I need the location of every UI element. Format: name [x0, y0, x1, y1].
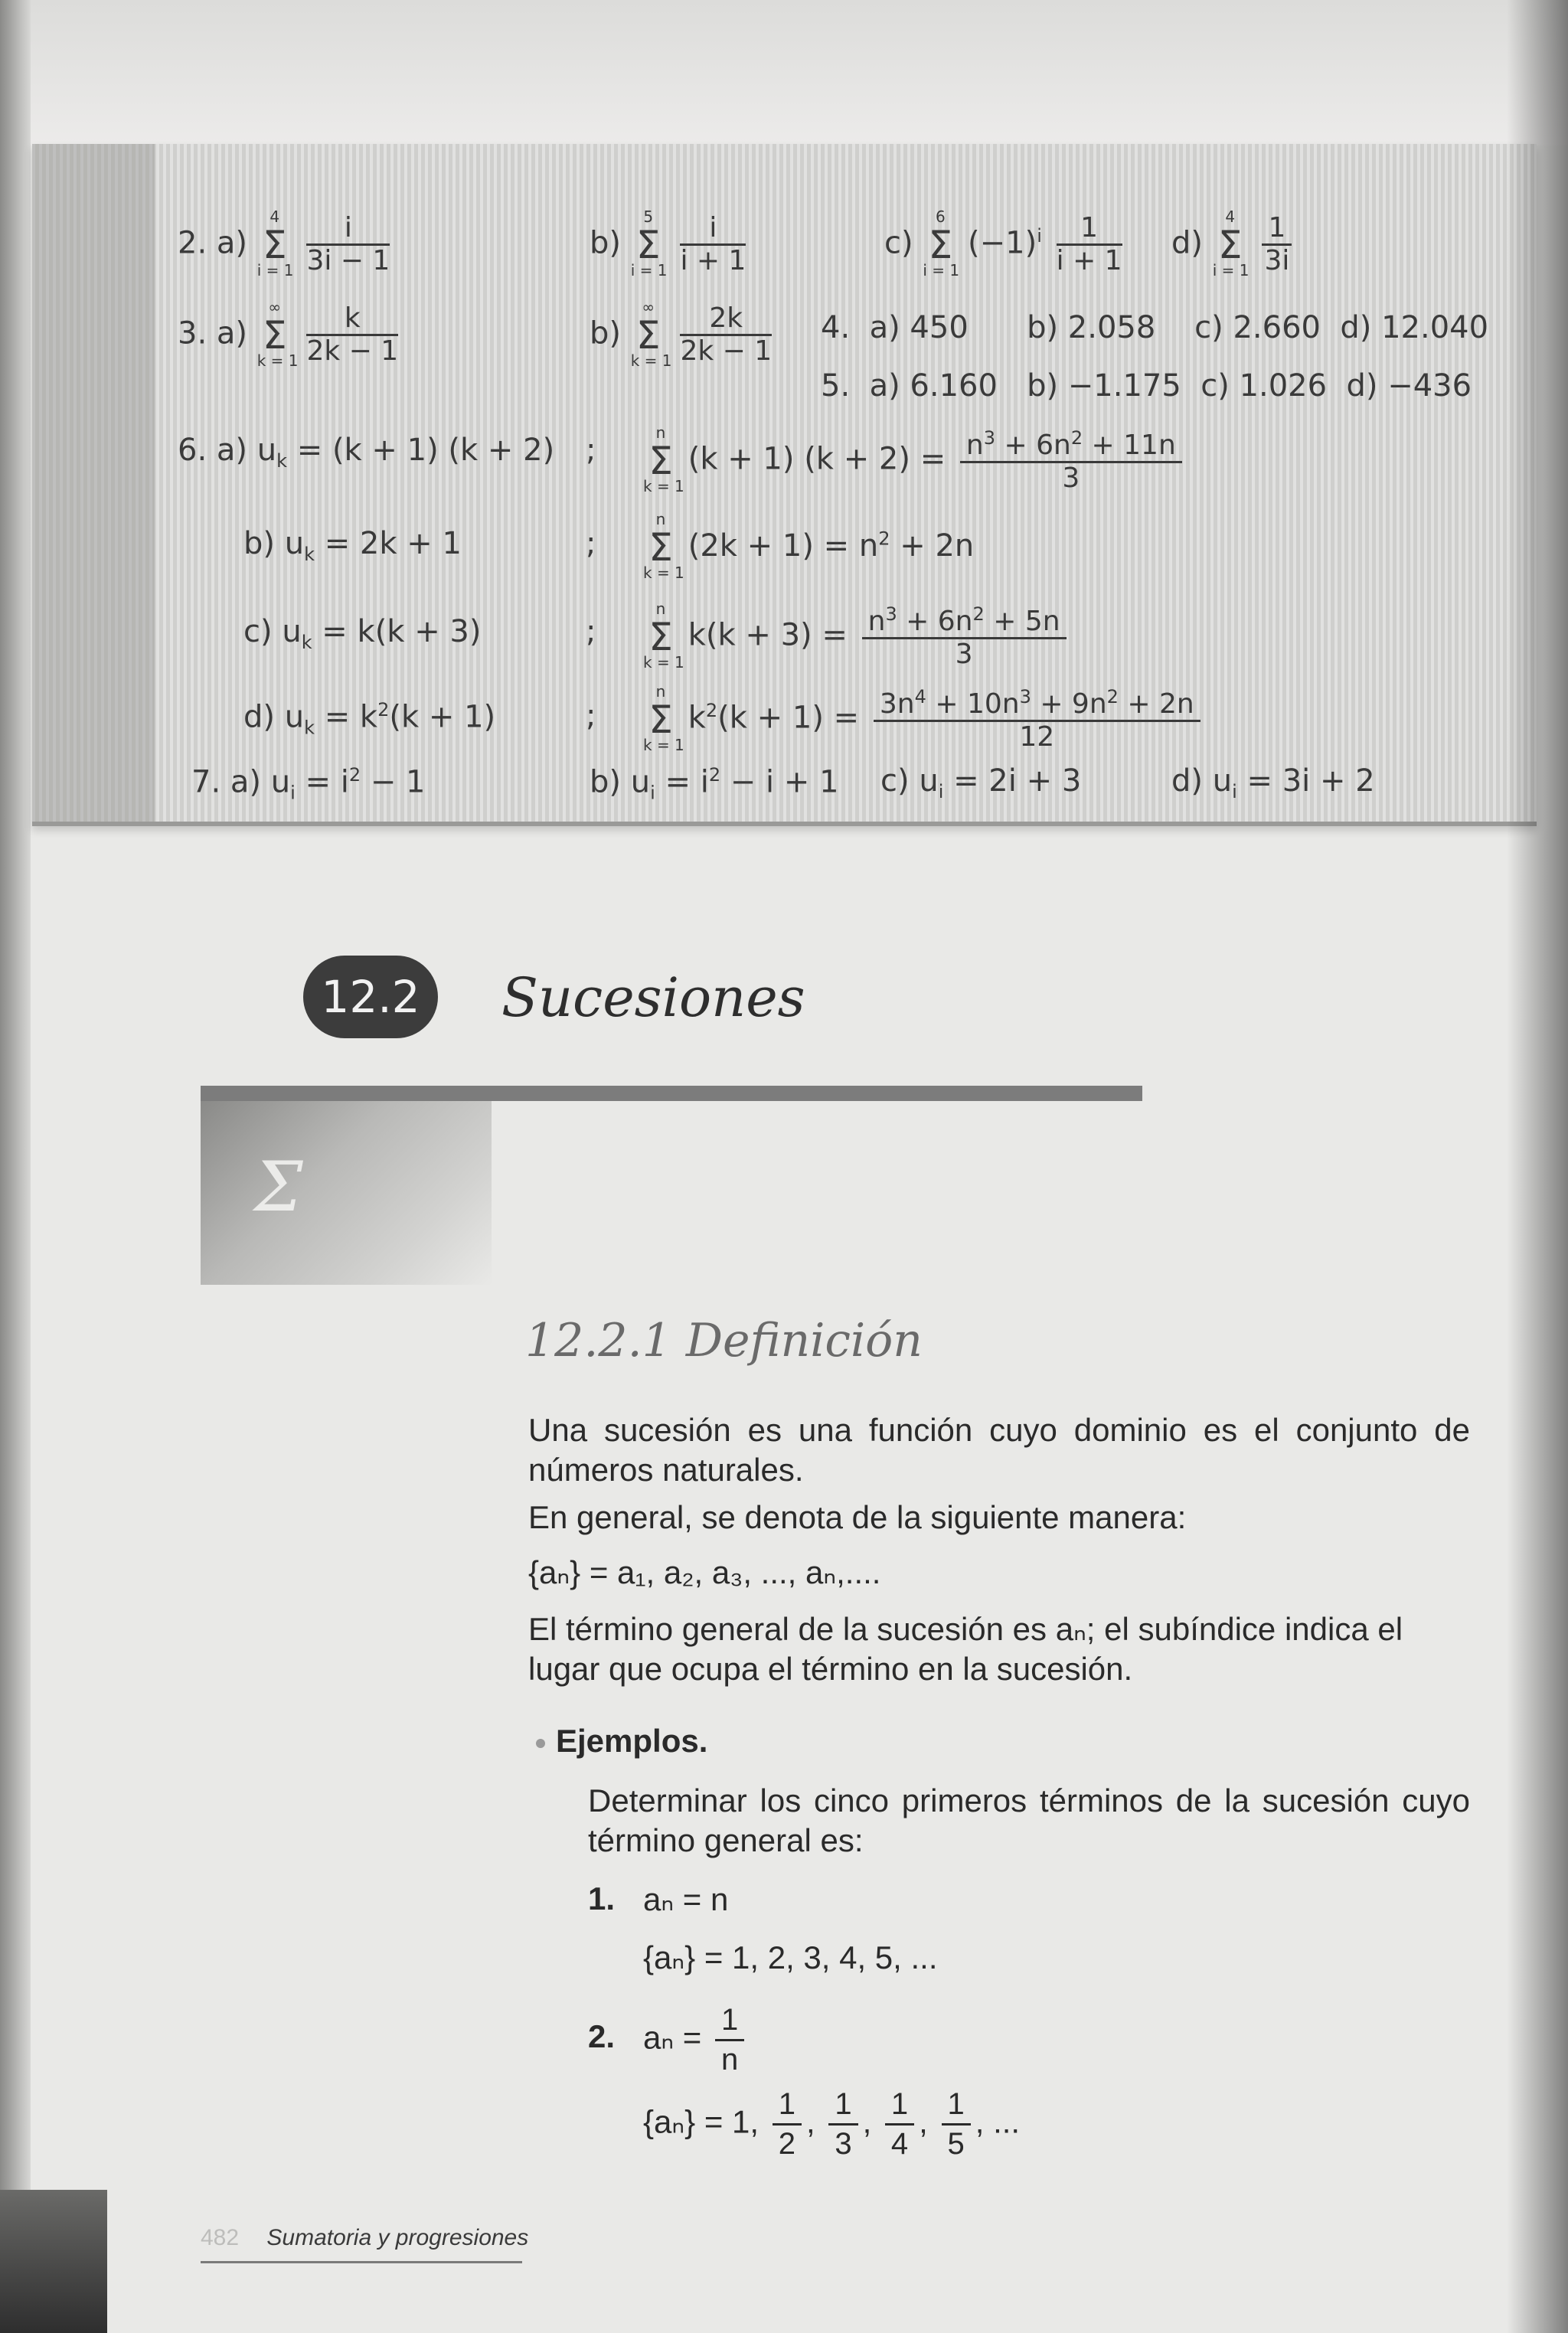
fraction: $\frac{1}{4}$: [885, 2087, 914, 2161]
example-1-definition: aₙ = n: [643, 1881, 729, 1917]
fraction: $\frac{1}{5}$: [942, 2087, 971, 2161]
section-title: Sucesiones: [501, 966, 805, 1029]
summation-sign: 4 Σ i = 1: [1212, 207, 1250, 279]
answer-6d-sum: n Σ k = 1 $k^2(k + 1)$ = $\frac{3n^4 + 10n^3 + 9n^2 + 2n}{12}$: [643, 688, 1205, 751]
answer-6c: c) $u_k = k(k + 3)$: [243, 614, 482, 653]
example-2-sequence: {aₙ} = 1, $\frac{1}{2}$ , $\frac{1}{3}$ , $\frac{1}{4}$ , $\frac{1}{5}$ , ...: [643, 2087, 1021, 2161]
fraction: $\frac{i}{i + 1}$: [680, 212, 746, 276]
examples-heading: Ejemplos.: [536, 1723, 707, 1760]
answer-3: 3. a) ∞ Σ k = 1 $\frac{k}{2k - 1}$: [178, 297, 399, 370]
answer-2c: c) 6 Σ i = 1 $(-1)^i$ $\frac{1}{i + 1}$: [884, 207, 1122, 279]
fraction: $\frac{2k}{2k - 1}$: [680, 302, 773, 367]
subsection-title: 12.2.1 Definición: [525, 1314, 923, 1367]
answer-7c: c) $u_i = 2i + 3$: [880, 763, 1082, 802]
fraction: $\frac{1}{3i}$: [1262, 214, 1292, 275]
answer-4: 4. a) 450 b) 2.058 c) 2.660 d) 12.040: [821, 310, 1489, 345]
summation-sign: n Σ k = 1: [643, 599, 684, 671]
fraction: $\frac{i}{3i - 1}$: [306, 212, 390, 276]
section-divider-bar: [201, 1086, 1142, 1101]
example-1-sequence: {aₙ} = 1, 2, 3, 4, 5, ...: [643, 1939, 938, 1975]
answer-5: 5. a) 6.160 b) −1.175 c) 1.026 d) −436: [821, 368, 1472, 404]
examples-intro: Determinar los cinco primeros términos de la sucesión cuyo término general es:: [588, 1782, 1470, 1858]
example-2-number: 2.: [588, 2018, 616, 2054]
answer-6a: 6. a) $u_k = (k + 1) (k + 2)$: [178, 433, 555, 472]
summation-sign: ∞ Σ k = 1: [256, 297, 299, 370]
chapter-name: Sumatoria y progresiones: [266, 2225, 529, 2250]
page-binding-shadow: [0, 0, 31, 2333]
answer-6c-sum: n Σ k = 1 k(k + 3) = $\frac{n^3 + 6n^2 + 5n}{3}$: [643, 605, 1071, 668]
summation-sign: n Σ k = 1: [643, 681, 684, 754]
fraction: $\frac{k}{2k - 1}$: [306, 302, 399, 367]
definition-paragraph: Una sucesión es una función cuyo dominio es el conjunto de números naturales.: [528, 1412, 1470, 1488]
page-top-margin: [0, 0, 1568, 145]
answer-7d: d) $u_i = 3i + 2$: [1171, 763, 1375, 802]
separator: ;: [586, 614, 596, 649]
answer-7a: 7. a) $u_i = i^2 - 1$: [191, 764, 426, 804]
summation-sign: ∞ Σ k = 1: [630, 297, 672, 370]
summation-sign: 5 Σ i = 1: [630, 207, 668, 279]
bullet-icon: [536, 1739, 545, 1748]
fraction: $\frac{1}{3}$: [828, 2087, 858, 2161]
fraction: $\frac{1}{2}$: [773, 2087, 802, 2161]
summation-illustration-icon: Σ: [254, 1147, 303, 1227]
example-2-definition: aₙ = $\frac{1}{n}$: [643, 2003, 749, 2077]
answer-6b: b) $u_k = 2k + 1$: [243, 526, 462, 565]
notation-intro: En general, se denota de la siguiente manera:: [528, 1499, 1187, 1535]
footer-rule: [201, 2261, 522, 2263]
answer-6a-sum: n Σ k = 1 (k + 1) (k + 2) = $\frac{n^3 + 6n^2 + 11n}{3}$: [643, 429, 1187, 492]
separator: ;: [586, 433, 596, 468]
page-number: 482: [201, 2225, 240, 2250]
fraction: $\frac{3n^4 + 10n^3 + 9n^2 + 2n}{12}$: [874, 688, 1200, 751]
answer-3b: b) ∞ Σ k = 1 $\frac{2k}{2k - 1}$: [590, 297, 773, 370]
answer-7b: b) $u_i = i^2 - i + 1$: [590, 764, 839, 804]
sequence-notation: {aₙ} = a₁, a₂, a₃, ..., aₙ,....: [528, 1554, 881, 1590]
summation-sign: n Σ k = 1: [643, 510, 684, 582]
summation-sign: n Σ k = 1: [643, 423, 684, 495]
fraction: $\frac{1}{n}$: [715, 2003, 744, 2077]
example-1-number: 1.: [588, 1880, 616, 1916]
separator: ;: [586, 526, 596, 561]
answer-2b: b) 5 Σ i = 1 $\frac{i}{i + 1}$: [590, 207, 746, 279]
general-term-paragraph: El término general de la sucesión es aₙ; el subíndice indica el lugar que ocupa el término en la sucesión.: [528, 1611, 1403, 1687]
answer-2d: d) 4 Σ i = 1 $\frac{1}{3i}$: [1171, 214, 1296, 275]
section-number-badge: 12.2: [303, 956, 438, 1038]
page-edge-shadow: [1507, 0, 1568, 2333]
answer-6b-sum: n Σ k = 1 $(2k + 1) = n^2 + 2n$: [643, 510, 975, 582]
answer-2: 2. a) 4 Σ i = 1 $\frac{i}{3i - 1}$: [178, 207, 390, 279]
summation-sign: 4 Σ i = 1: [256, 207, 294, 279]
fraction: $\frac{n^3 + 6n^2 + 11n}{3}$: [960, 429, 1182, 492]
answers-box-strip: [32, 144, 155, 822]
page-corner-shadow: [0, 2190, 107, 2333]
fraction: $\frac{1}{i + 1}$: [1056, 212, 1122, 276]
section-decorative-image: [201, 1101, 492, 1285]
summation-sign: 6 Σ i = 1: [923, 207, 960, 279]
separator: ;: [586, 698, 596, 734]
answer-6d: d) $u_k = k^2(k + 1)$: [243, 699, 496, 739]
fraction: $\frac{n^3 + 6n^2 + 5n}{3}$: [862, 605, 1067, 668]
page-footer: [201, 2225, 528, 2251]
